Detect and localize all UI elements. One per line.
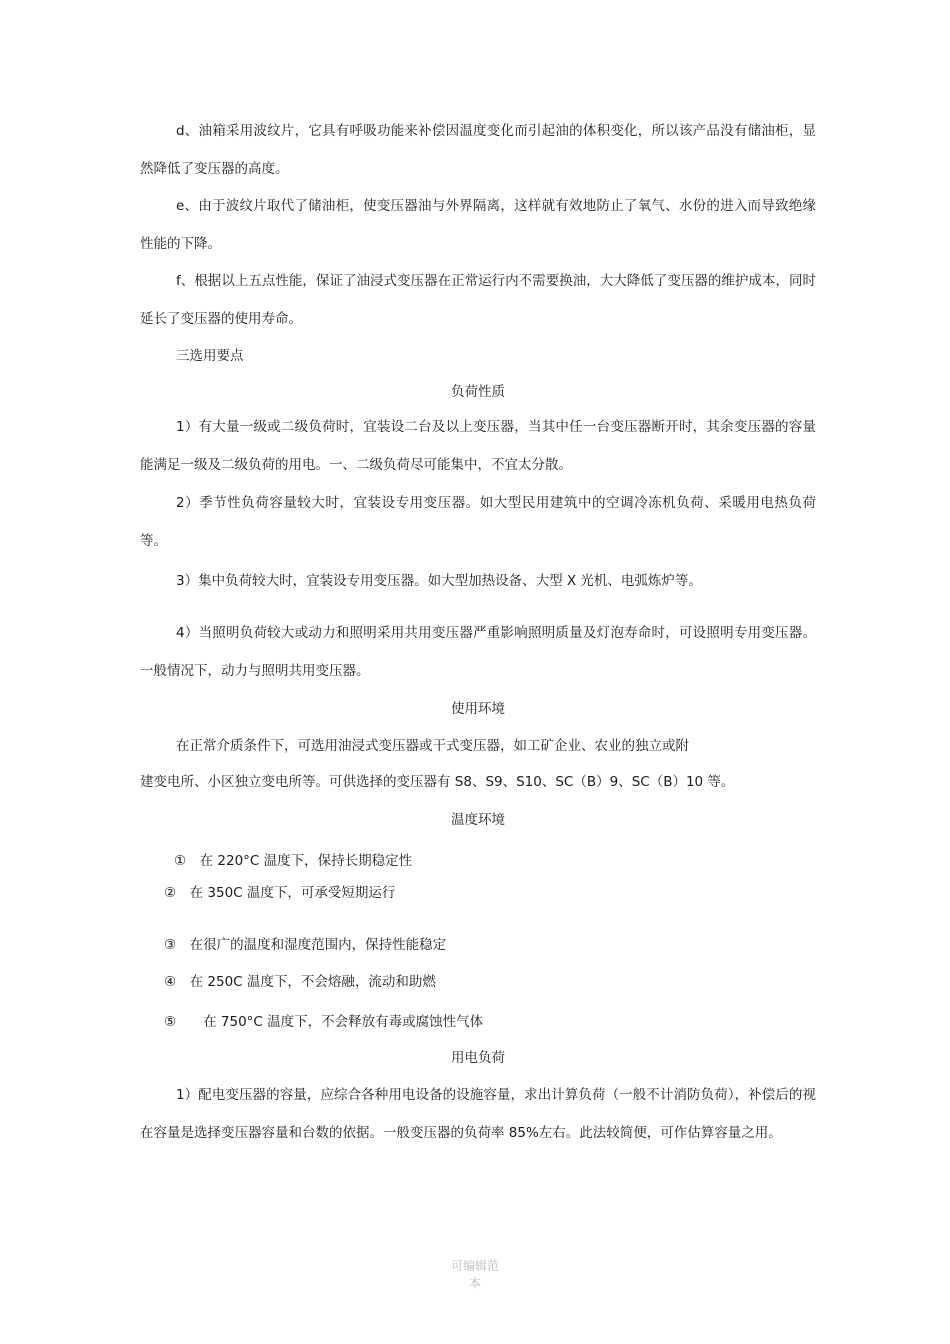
- paragraph-d: d、油箱采用波纹片，它具有呼吸功能来补偿因温度变化而引起油的体积变化，所以该产品没有储油柜，显然降低了变压器的高度。: [140, 123, 816, 177]
- paragraph-f: f、根据以上五点性能，保证了油浸式变压器在正常运行内不需要换油，大大降低了变压器的维护成本，同时延长了变压器的使用寿命。: [140, 273, 816, 327]
- load-item-3: 3）集中负荷较大时，宜装设专用变压器。如大型加热设备、大型 X 光机、电弧炼炉等。: [176, 573, 702, 589]
- temperature-item: ③ 在很广的温度和湿度范围内，保持性能稳定: [164, 937, 447, 953]
- load-item-1: 1）有大量一级或二级负荷时，宜装设二台及以上变压器，当其中任一台变压器断开时，其余变压器的容量能满足一级及二级负荷的用电。一、二级负荷尽可能集中，不宜太分散。: [140, 419, 816, 473]
- paragraph-e: e、由于波纹片取代了储油柜，使变压器油与外界隔离，这样就有效地防止了氧气、水份的进入而导致绝缘性能的下降。: [140, 198, 816, 252]
- temperature-item: ⑤ 在 750°C 温度下，不会释放有毒或腐蚀性气体: [164, 1014, 484, 1030]
- footer-line-1: 可编辑范: [450, 1259, 499, 1273]
- temperature-item: ① 在 220°C 温度下，保持长期稳定性: [174, 853, 413, 869]
- footer-watermark: [440, 1258, 510, 1292]
- temperature-item: ④ 在 250C 温度下，不会熔融，流动和助燃: [164, 974, 436, 990]
- load-item-4: 4）当照明负荷较大或动力和照明采用共用变压器严重影响照明质量及灯泡寿命时，可设照明专用变压器。一般情况下，动力与照明共用变压器。: [140, 625, 816, 679]
- heading-load-nature: 负荷性质: [451, 384, 505, 400]
- load-item-2: 2）季节性负荷容量较大时，宜装设专用变压器。如大型民用建筑中的空调冷冻机负荷、采暖用电热负荷等。: [140, 495, 816, 549]
- footer-line-2: 本: [468, 1276, 481, 1290]
- heading-temperature: 温度环境: [451, 812, 505, 828]
- environment-line-1: 在正常介质条件下，可选用油浸式变压器或干式变压器，如工矿企业、农业的独立或附: [176, 738, 689, 754]
- section-title: 三选用要点: [176, 348, 244, 364]
- heading-electric-load: 用电负荷: [451, 1050, 505, 1066]
- heading-environment: 使用环境: [451, 701, 505, 717]
- temperature-item: ② 在 350C 温度下，可承受短期运行: [164, 885, 396, 901]
- electric-load-item-1: 1）配电变压器的容量，应综合各种用电设备的设施容量，求出计算负荷（一般不计消防负荷），补偿后的视在容量是选择变压器容量和台数的依据。一般变压器的负荷率 85%左右。此法较简便，可作估算容量之用。: [140, 1087, 816, 1141]
- environment-line-2: 建变电所、小区独立变电所等。可供选择的变压器有 S8、S9、S10、SC（B）9、SC（B）10 等。: [140, 774, 735, 790]
